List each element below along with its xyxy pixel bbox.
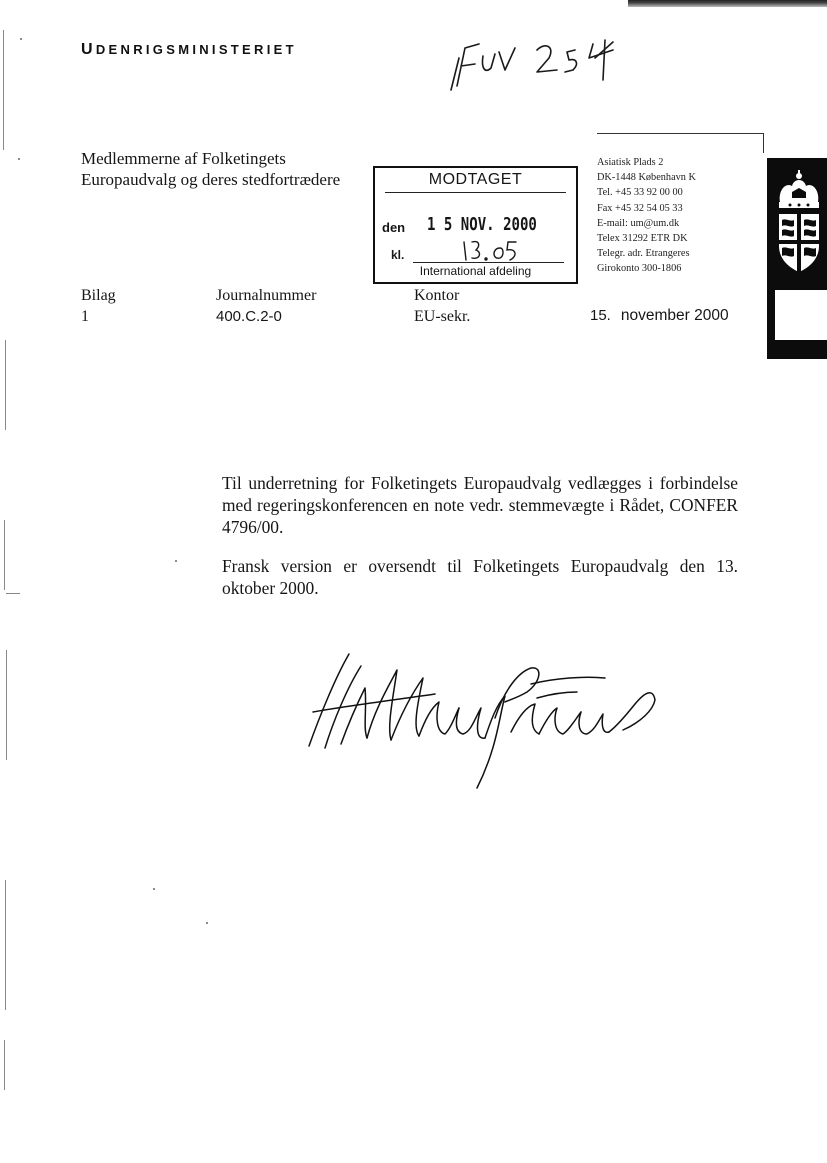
scan-edge-line: [3, 30, 4, 150]
address-line: Telex 31292 ETR DK: [597, 233, 688, 245]
recipient-line: Europaudvalg og deres stedfortrædere: [81, 170, 341, 189]
body-paragraph: Fransk version er oversendt til Folketingets Europaudvalg den 13. oktober 2000.: [222, 556, 738, 598]
scan-speck: [20, 38, 22, 40]
ministry-address: [597, 155, 696, 277]
scan-speck: [206, 922, 208, 924]
scan-speck: [175, 560, 177, 562]
received-stamp: [373, 166, 578, 284]
stamp-time-line: [413, 262, 564, 263]
royal-crest-icon: [770, 162, 827, 277]
stamp-handwritten-time: [460, 234, 520, 264]
scan-edge-line: [5, 340, 6, 430]
body-paragraph: Til underretning for Folketingets Europaudvalg vedlægges i forbindelse med regeringskonferencen en note vedr. stemmevægte i Rådet, CONFER 4796/00.: [222, 473, 738, 537]
stamp-divider: [385, 192, 566, 193]
journal-label: Journalnummer: [216, 287, 317, 304]
kontor-label: Kontor: [414, 287, 460, 304]
letter-date-day: 15.: [590, 307, 611, 324]
stamp-date: 1 5 NOV. 2000: [427, 214, 537, 235]
scan-speck: [18, 158, 20, 160]
address-line: Asiatisk Plads 2: [597, 157, 664, 168]
scan-edge-line: [6, 650, 7, 760]
ministry-initial: U: [81, 41, 96, 58]
address-line: Girokonto 300-1806: [597, 263, 682, 275]
bilag-value: 1: [81, 308, 89, 325]
scan-edge-line: [4, 1040, 5, 1090]
scan-edge-tick: [6, 593, 20, 594]
address-line: E-mail: um@um.dk: [597, 217, 680, 229]
address-line: Telegr. adr. Etrangeres: [597, 248, 690, 260]
kontor-value: EU-sekr.: [414, 308, 471, 325]
stamp-kl-label: kl.: [391, 248, 405, 262]
scan-speck: [153, 888, 155, 890]
letter-date-month-year: november 2000: [620, 307, 729, 324]
ministry-letterhead: [81, 41, 297, 59]
crest-panel-gap: [775, 290, 827, 340]
scan-edge-line: [5, 880, 6, 1010]
journal-value: 400.C.2-0: [216, 308, 282, 325]
stamp-department: International afdeling: [419, 264, 532, 278]
address-line: Tel. +45 33 92 00 00: [597, 187, 683, 199]
address-line: DK-1448 København K: [597, 172, 696, 184]
recipient-block: [81, 148, 340, 190]
address-line: Fax +45 32 54 05 33: [597, 202, 683, 214]
ministry-name: DENRIGSMINISTERIET: [95, 42, 297, 57]
address-rule-tick: [763, 133, 764, 153]
scan-streak: [628, 0, 827, 7]
signature-icon: [305, 648, 665, 798]
address-rule: [597, 133, 763, 134]
recipient-line: Medlemmerne af Folketingets: [81, 149, 286, 168]
stamp-den-label: den: [382, 220, 406, 235]
scan-edge-line: [4, 520, 5, 590]
stamp-title: MODTAGET: [428, 171, 523, 188]
bilag-label: Bilag: [81, 287, 116, 304]
handwritten-reference: [445, 28, 635, 98]
letter-date: [590, 307, 729, 325]
